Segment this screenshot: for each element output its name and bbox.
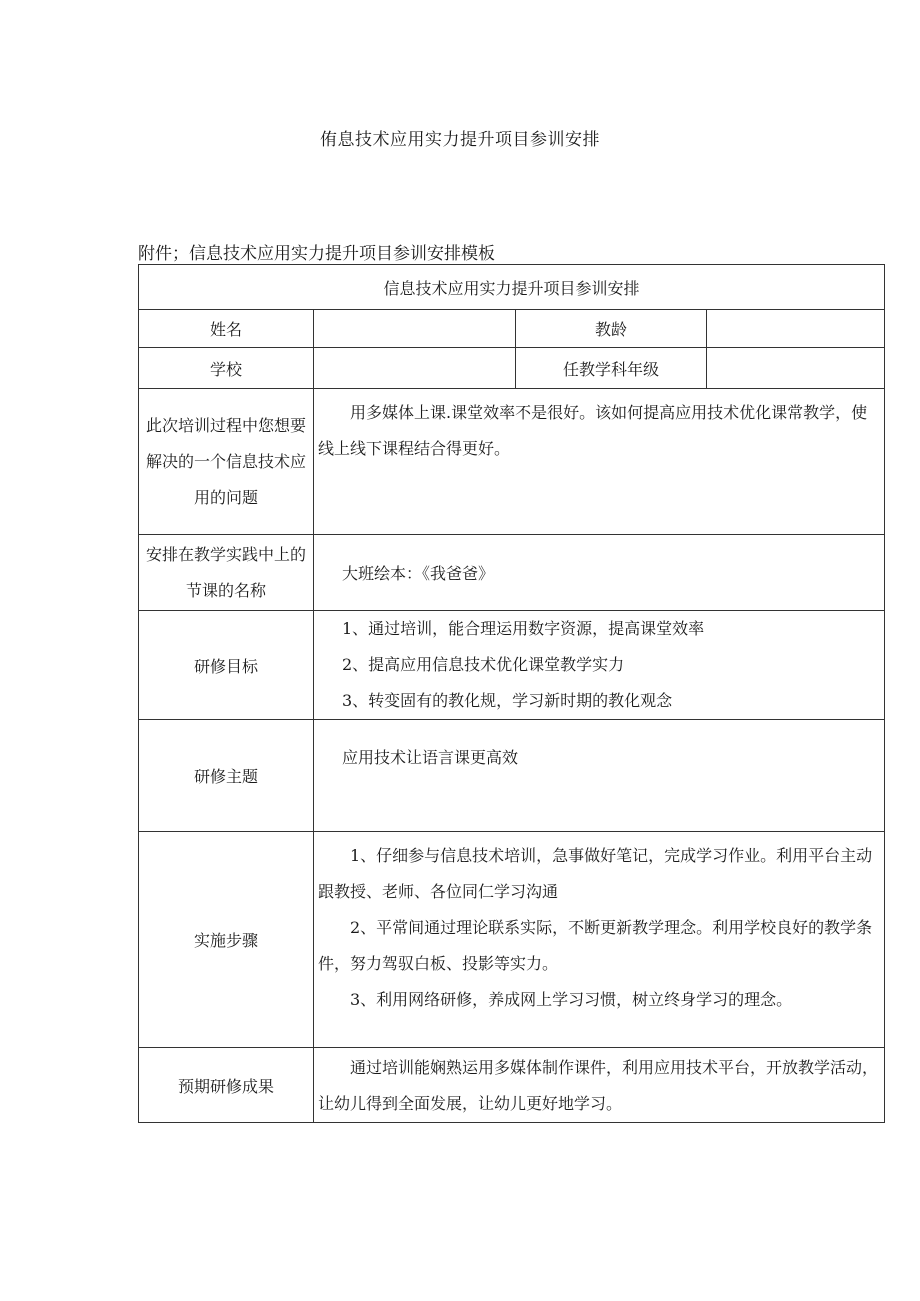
- name-value: [314, 310, 516, 348]
- goal-item-3: 3、转变固有的教化规，学习新时期的教化观念: [342, 691, 673, 710]
- name-label: 姓名: [139, 310, 314, 348]
- school-value: [314, 348, 516, 389]
- problem-text: 用多媒体上课.课堂效率不是很好。该如何提高应用技术优化课常教学，使线上线下课程结合得更好。: [318, 403, 868, 458]
- subject-grade-label: 任教学科年级: [516, 348, 707, 389]
- goal-list: [314, 611, 885, 720]
- training-arrangement-table: [138, 264, 885, 1123]
- goal-item-1: 1、通过培训，能合理运用数字资源，提高课堂效率: [342, 619, 705, 638]
- steps-cell: [314, 832, 885, 1048]
- step-item-2: 2、平常间通过理论联系实际，不断更新教学理念。利用学校良好的教学条件，努力驾驭白板、投影等实力。: [318, 918, 873, 973]
- outcome-text: 通过培训能娴熟运用多媒体制作课件，利用应用技术平台，开放教学活动，让幼儿得到全面发展，让幼儿更好地学习。: [318, 1058, 879, 1113]
- subject-grade-value: [707, 348, 885, 389]
- teaching-age-value: [707, 310, 885, 348]
- theme-cell: [314, 720, 885, 832]
- lesson-label: 安排在教学实践中上的节课的名称: [139, 535, 314, 611]
- teaching-age-label: 教龄: [516, 310, 707, 348]
- step-item-1: 1、仔细参与信息技术培训，急事做好笔记，完成学习作业。利用平台主动跟教授、老师、各位同仁学习沟通: [318, 846, 873, 901]
- goal-label: 研修目标: [139, 611, 314, 720]
- theme-text: 应用技术让语言课更高效: [342, 748, 519, 767]
- step-item-3: 3、利用网络研修，养成网上学习习惯，树立终身学习的理念。: [350, 990, 793, 1009]
- steps-label: 实施步骤: [139, 832, 314, 1048]
- outcome-cell: [314, 1048, 885, 1123]
- goal-item-2: 2、提高应用信息技术优化课堂教学实力: [342, 655, 625, 674]
- attachment-line: 附件；信息技术应用实力提升项目参训安排模板: [138, 244, 495, 264]
- lesson-text: 大班绘本：《我爸爸》: [314, 535, 885, 611]
- problem-label: 此次培训过程中您想要解决的一个信息技术应用的问题: [139, 389, 314, 535]
- table-header: 信息技术应用实力提升项目参训安排: [139, 265, 885, 310]
- theme-label: 研修主题: [139, 720, 314, 832]
- school-label: 学校: [139, 348, 314, 389]
- outcome-label: 预期研修成果: [139, 1048, 314, 1123]
- document-title: 侑息技术应用实力提升项目参训安排: [320, 130, 600, 150]
- problem-cell: [314, 389, 885, 535]
